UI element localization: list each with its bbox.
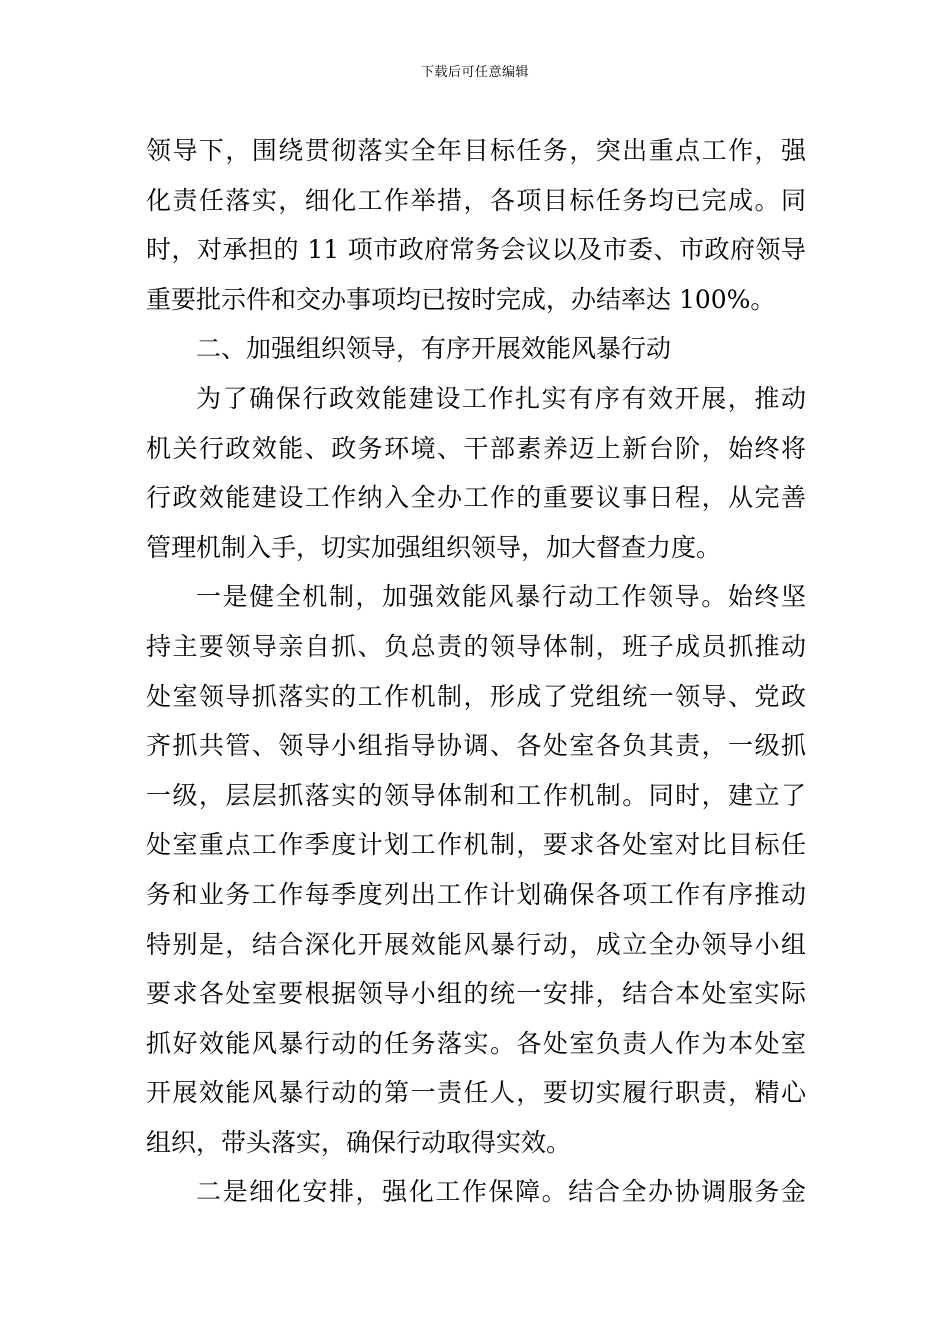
- paragraph-4: [146, 1167, 806, 1217]
- heading-line: 二、加强组织领导，有序开展效能风暴行动: [196, 334, 672, 364]
- text-line: 管理机制入手，切实加强组织领导，加大督查力度。: [146, 532, 722, 562]
- document-body: [146, 126, 806, 1217]
- paragraph-2: [146, 374, 806, 572]
- text-line: 行政效能建设工作纳入全办工作的重要议事日程，从完善: [146, 483, 806, 513]
- section-heading: [146, 324, 806, 374]
- text-line: 时，对承担的 11 项市政府常务会议以及市委、市政府领导: [146, 235, 806, 265]
- text-line: 一级，层层抓落实的领导体制和工作机制。同时，建立了: [146, 780, 806, 810]
- text-line: 处室领导抓落实的工作机制，形成了党组统一领导、党政: [146, 681, 806, 711]
- text-line: 特别是，结合深化开展效能风暴行动，成立全办领导小组: [146, 929, 806, 959]
- page-header: 下载后可任意编辑: [420, 65, 529, 80]
- text-line: 开展效能风暴行动的第一责任人，要切实履行职责，精心: [146, 1078, 806, 1108]
- paragraph-3: [146, 572, 806, 1167]
- paragraph-1: [146, 126, 806, 324]
- text-line: 重要批示件和交办事项均已按时完成，办结率达 100%。: [146, 284, 776, 314]
- text-line: 一是健全机制，加强效能风暴行动工作领导。始终坚: [196, 582, 806, 612]
- text-line: 为了确保行政效能建设工作扎实有序有效开展，推动: [196, 383, 806, 413]
- text-line: 抓好效能风暴行动的任务落实。各处室负责人作为本处室: [146, 1028, 806, 1058]
- text-line: 齐抓共管、领导小组指导协调、各处室各负其责，一级抓: [146, 731, 806, 761]
- text-line: 化责任落实，细化工作举措，各项目标任务均已完成。同: [146, 185, 806, 215]
- text-line: 要求各处室要根据领导小组的统一安排，结合本处室实际: [146, 979, 806, 1009]
- text-line: 持主要领导亲自抓、负总责的领导体制，班子成员抓推动: [146, 631, 806, 661]
- text-line: 领导下，围绕贯彻落实全年目标任务，突出重点工作，强: [146, 136, 806, 165]
- text-line: 务和业务工作每季度列出工作计划确保各项工作有序推动: [146, 879, 806, 909]
- text-line: 组织，带头落实，确保行动取得实效。: [146, 1127, 572, 1157]
- text-line: 二是细化安排，强化工作保障。结合全办协调服务金: [196, 1177, 806, 1207]
- text-line: 机关行政效能、政务环境、干部素养迈上新台阶，始终将: [146, 433, 806, 463]
- text-line: 处室重点工作季度计划工作机制，要求各处室对比目标任: [146, 830, 806, 860]
